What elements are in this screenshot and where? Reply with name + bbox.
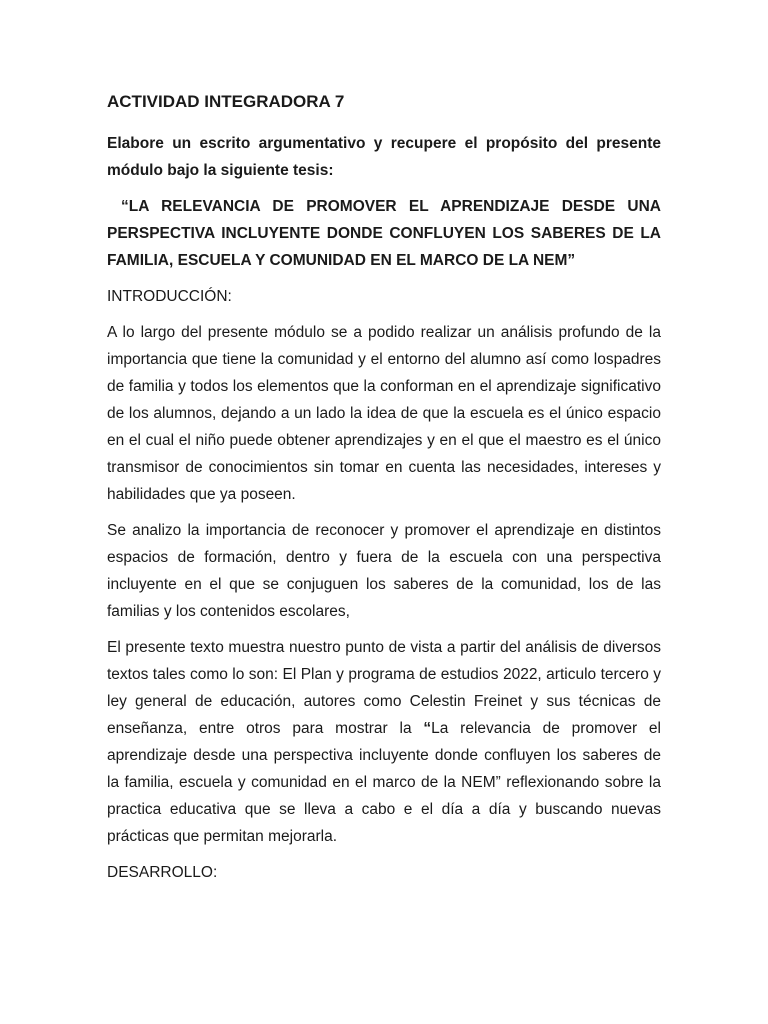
paragraph-1: A lo largo del presente módulo se a podido realizar un análisis profundo de la importancia que tiene la comunidad y el entorno del alumno así como lospadres de familia y todos los elementos que la conforman en el aprendizaje significativo de los alumnos, dejando a un lado la idea de que la escuela es el único espacio en el cual el niño puede obtener aprendizajes y en el que el maestro es el único transmisor de conocimientos sin tomar en cuenta las necesidades, intereses y habilidades que ya poseen.: [107, 324, 661, 503]
instruction-text: Elabore un escrito argumentativo y recupere el propósito del presente módulo bajo la siguiente tesis:: [107, 135, 661, 179]
thesis-statement: “LA RELEVANCIA DE PROMOVER EL APRENDIZAJE DESDE UNA PERSPECTIVA INCLUYENTE DONDE CONFLUYEN LOS SABERES DE LA FAMILIA, ESCUELA Y COMUNIDAD EN EL MARCO DE LA NEM”: [107, 198, 661, 269]
paragraph-3: [107, 634, 661, 850]
development-heading: DESARROLLO:: [107, 864, 218, 881]
paragraph-3-before: El presente texto muestra nuestro punto de vista a partir del análisis de diversos textos tales como lo son: El Plan y programa de estudios 2022, articulo tercero y ley general de educación, autores como Celestin Freinet y sus técnicas de enseñanza, entre otros para mostrar la: [107, 639, 661, 737]
paragraph-3-quote-mark: “: [423, 720, 432, 737]
document-title: ACTIVIDAD INTEGRADORA 7: [107, 92, 345, 111]
paragraph-2: Se analizo la importancia de reconocer y promover el aprendizaje en distintos espacios de formación, dentro y fuera de la escuela con una perspectiva incluyente en el que se conjuguen los saberes de la comunidad, los de las familias y los contenidos escolares,: [107, 522, 661, 620]
paragraph-3-after: La relevancia de promover el aprendizaje desde una perspectiva incluyente donde confluyen los saberes de la familia, escuela y comunidad en el marco de la NEM” reflexionando sobre la practica educativa que se lleva a cabo e el día a día y buscando nuevas prácticas que permitan mejorarla.: [107, 720, 661, 845]
document-page: [107, 90, 661, 895]
introduction-heading: INTRODUCCIÓN:: [107, 288, 232, 305]
